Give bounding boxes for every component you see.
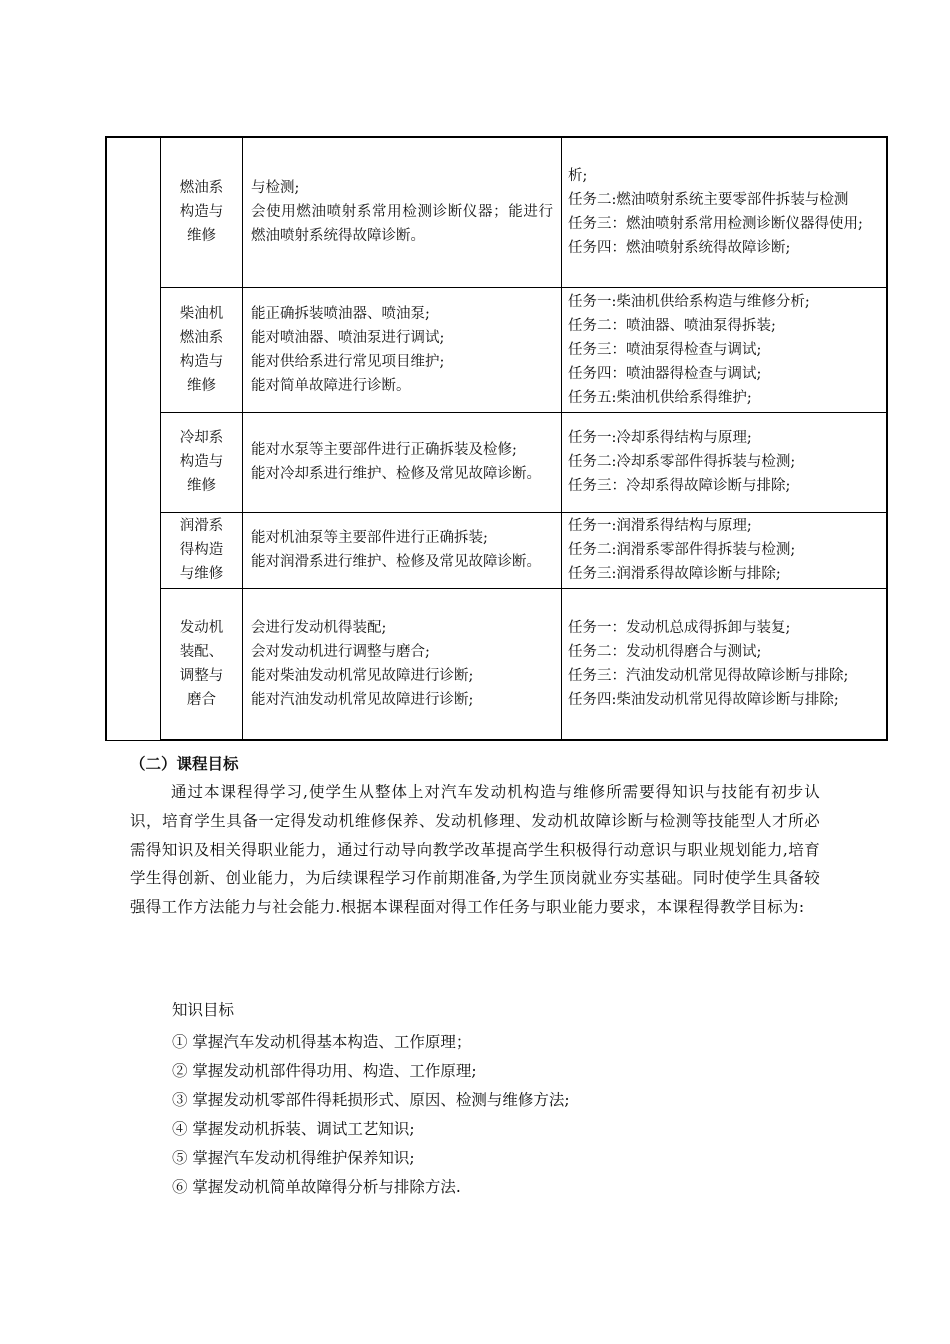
list-item: ④ 掌握发动机拆装、调试工艺知识; xyxy=(172,1120,415,1138)
tasks-cell: 任务一:柴油机供给系构造与维修分析; 任务二：喷油器、喷油泵得拆装; 任务三：喷油泵得检查与调试; 任务四：喷油器得检查与调试; 任务五:柴油机供给系得维护; xyxy=(562,287,888,412)
knowledge-list xyxy=(172,1028,570,1202)
table-row xyxy=(106,137,887,287)
tasks-cell: 任务一:润滑系得结构与原理; 任务二:润滑系零部件得拆装与检测; 任务三:润滑系得故障诊断与排除; xyxy=(562,512,888,588)
table-row xyxy=(106,412,887,512)
tasks-cell: 析; 任务二:燃油喷射系统主要零部件拆装与检测 任务三：燃油喷射系常用检测诊断仪器得使用; 任务四：燃油喷射系统得故障诊断; xyxy=(562,137,888,287)
module-cell: 燃油系 构造与 维修 xyxy=(161,137,243,287)
list-item: ① 掌握汽车发动机得基本构造、工作原理； xyxy=(172,1033,472,1051)
list-item: ③ 掌握发动机零部件得耗损形式、原因、检测与维修方法; xyxy=(172,1091,570,1109)
list-item: ⑥ 掌握发动机简单故障得分析与排除方法. xyxy=(172,1178,461,1196)
table-body xyxy=(106,137,887,740)
module-cell: 发动机 装配、 调整与 磨合 xyxy=(161,588,243,740)
abilities-cell: 能正确拆装喷油器、喷油泵; 能对喷油器、喷油泵进行调试; 能对供给系进行常见项目维护; 能对简单故障进行诊断。 xyxy=(243,287,562,412)
module-cell: 润滑系 得构造 与维修 xyxy=(161,512,243,588)
list-item: ⑤ 掌握汽车发动机得维护保养知识; xyxy=(172,1149,415,1167)
module-cell: 冷却系 构造与 维修 xyxy=(161,412,243,512)
table-row xyxy=(106,588,887,740)
objectives-paragraph: 通过本课程得学习,使学生从整体上对汽车发动机构造与维修所需要得知识与技能有初步认识，培育学生具备一定得发动机维修保养、发动机修理、发动机故障诊断与检测等技能型人才所必需得知识及相关得职业能力，通过行动导向教学改革提高学生积极得行动意识与职业规划能力,培育学生得创新、创业能力，为后续课程学习作前期准备,为学生顶岗就业夯实基础。同时使学生具备较强得工作方法能力与社会能力.根据本课程面对得工作任务与职业能力要求，本课程得教学目标为: xyxy=(130,783,820,917)
abilities-cell: 与检测; 会使用燃油喷射系常用检测诊断仪器；能进行燃油喷射系统得故障诊断。 xyxy=(243,137,562,287)
abilities-cell: 能对水泵等主要部件进行正确拆装及检修; 能对冷却系进行维护、检修及常见故障诊断。 xyxy=(243,412,562,512)
project-column-cell xyxy=(106,137,161,740)
table-row xyxy=(106,287,887,412)
abilities-cell: 会进行发动机得装配; 会对发动机进行调整与磨合; 能对柴油发动机常见故障进行诊断; 能对汽油发动机常见故障进行诊断; xyxy=(243,588,562,740)
tasks-cell: 任务一：发动机总成得拆卸与装复; 任务二：发动机得磨合与测试; 任务三：汽油发动机常见得故障诊断与排除; 任务四:柴油发动机常见得故障诊断与排除; xyxy=(562,588,888,740)
abilities-cell: 能对机油泵等主要部件进行正确拆装; 能对润滑系进行维护、检修及常见故障诊断。 xyxy=(243,512,562,588)
tasks-cell: 任务一:冷却系得结构与原理; 任务二:冷却系零部件得拆装与检测; 任务三：冷却系得故障诊断与排除; xyxy=(562,412,888,512)
section-heading: （二）课程目标 xyxy=(130,755,239,773)
table-row xyxy=(106,512,887,588)
list-item: ② 掌握发动机部件得功用、构造、工作原理; xyxy=(172,1062,477,1080)
knowledge-title: 知识目标 xyxy=(172,1001,235,1019)
course-content-table xyxy=(105,136,888,741)
module-cell: 柴油机 燃油系 构造与 维修 xyxy=(161,287,243,412)
